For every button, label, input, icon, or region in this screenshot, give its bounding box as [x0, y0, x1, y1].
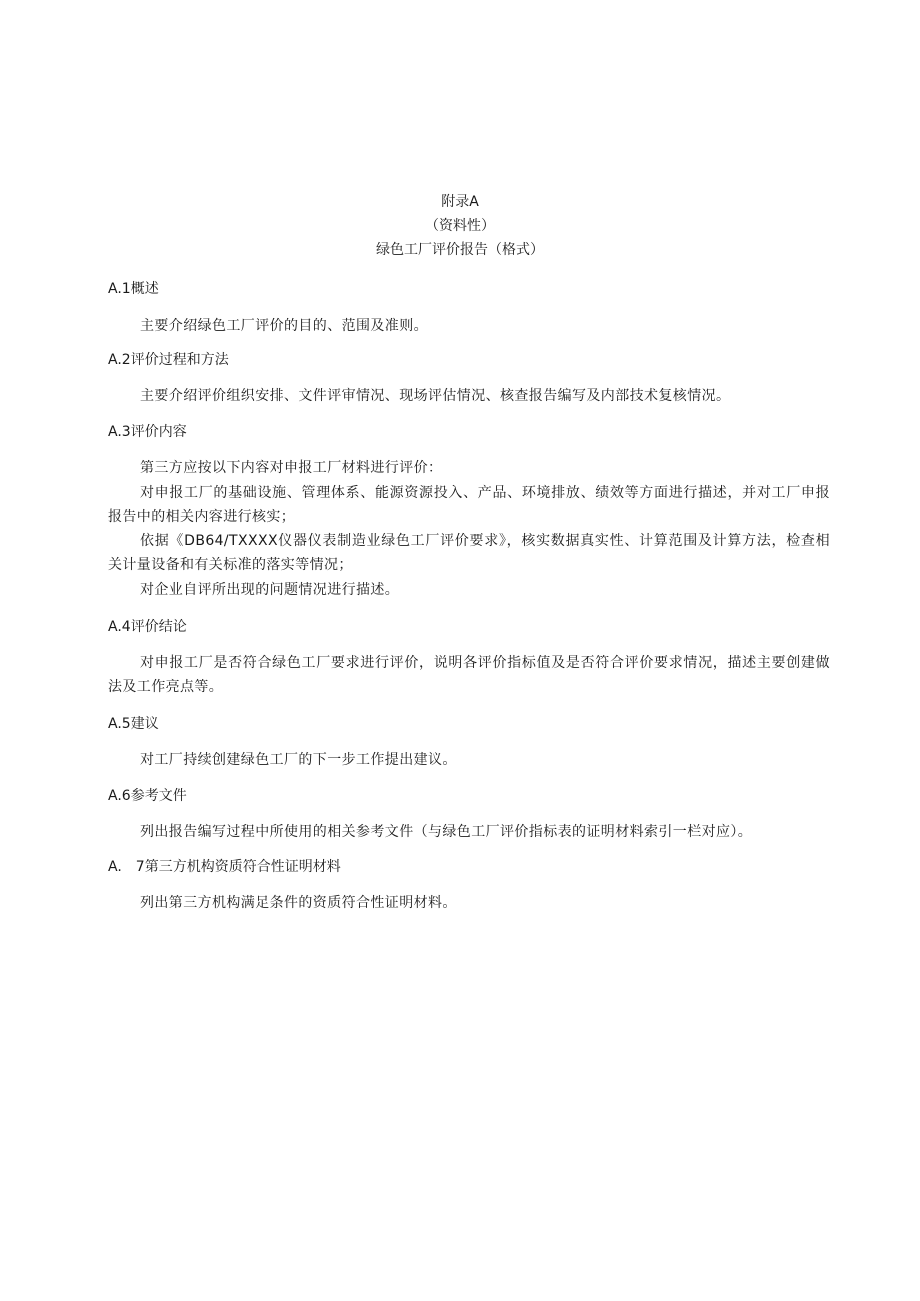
section-a5-paragraph: 对工厂持续创建绿色工厂的下一步工作提出建议。	[140, 752, 457, 768]
appendix-label: 附录A	[441, 194, 479, 210]
section-a6-paragraph: 列出报告编写过程中所使用的相关参考文件（与绿色工厂评价指标表的证明材料索引一栏对应）。	[140, 824, 753, 840]
section-heading-a4: A.4评价结论	[108, 619, 187, 635]
section-a3-paragraph-2: 对申报工厂的基础设施、管理体系、能源资源投入、产品、环境排放、绩效等方面进行描述，并对工厂申报报告中的相关内容进行核实；	[108, 485, 830, 525]
section-a1-paragraph: 主要介绍绿色工厂评价的目的、范围及准则。	[140, 318, 428, 334]
section-heading-a3: A.3评价内容	[108, 424, 187, 440]
section-heading-a1: A.1概述	[108, 281, 159, 297]
section-heading-a5: A.5建议	[108, 716, 159, 732]
section-a2-paragraph: 主要介绍评价组织安排、文件评审情况、现场评估情况、核查报告编写及内部技术复核情况。	[140, 388, 731, 404]
section-a3-paragraph-1: 第三方应按以下内容对申报工厂材料进行评价：	[140, 460, 443, 476]
appendix-title: 绿色工厂评价报告（格式）	[376, 242, 544, 258]
section-a7-paragraph: 列出第三方机构满足条件的资质符合性证明材料。	[140, 895, 457, 911]
appendix-title-block	[0, 190, 920, 262]
section-heading-a6: A.6参考文件	[108, 788, 187, 804]
section-a3-paragraph-4: 对企业自评所出现的问题情况进行描述。	[140, 582, 400, 598]
appendix-type: （资料性）	[425, 218, 495, 234]
section-heading-a2: A.2评价过程和方法	[108, 352, 229, 368]
section-a3-paragraph-3: 依据《DB64/TXXXX仪器仪表制造业绿色工厂评价要求》，核实数据真实性、计算范围及计算方法，检查相关计量设备和有关标准的落实等情况；	[108, 533, 830, 573]
section-a4-paragraph: 对申报工厂是否符合绿色工厂要求进行评价，说明各评价指标值及是否符合评价要求情况，描述主要创建做法及工作亮点等。	[108, 655, 830, 695]
section-heading-a7: A. 7第三方机构资质符合性证明材料	[108, 859, 341, 875]
